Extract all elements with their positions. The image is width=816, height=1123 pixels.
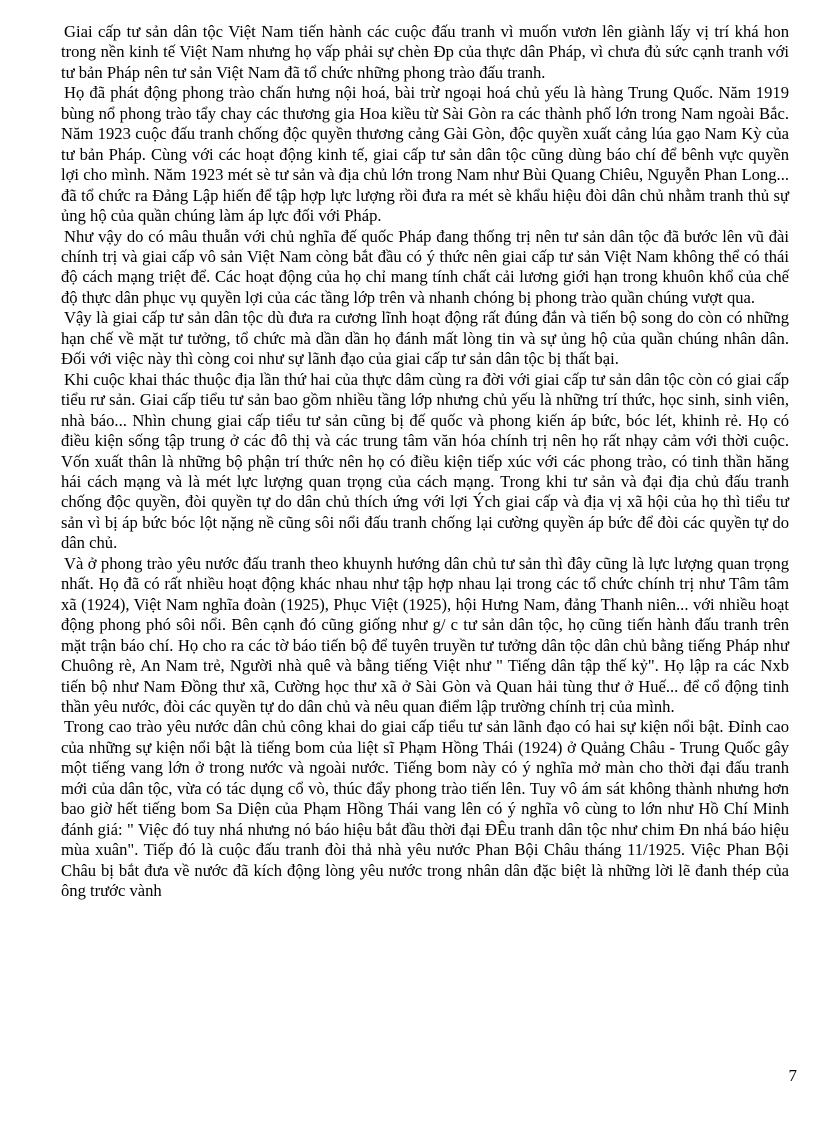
document-page: [61, 22, 789, 901]
paragraph-3-text: Như vậy do có mâu thuẫn với chủ nghĩa đế quốc Pháp đang thống trị nên tư sản dân tộc đã bước lên vũ đài chính trị và giai cấp vô sản Việt Nam còng bắt đầu có ý thức nên giai cấp tư sản Việt Nam không thể có thái độ cách mạng triệt để. Các hoạt động của họ chỉ mang tính chất cải lương giới hạn trong khuôn khổ của chế độ thực dân phục vụ quyền lợi của các tầng lớp trên và nhanh chóng bị phong trào quần chúng vượt qua.: [61, 226, 789, 307]
paragraph-1: [61, 22, 789, 83]
paragraph-4-text: Vậy là giai cấp tư sản dân tộc dù đưa ra cương lĩnh hoạt động rất đúng đắn và tiến bộ song do còn có những hạn chế về mặt tư tưởng, tổ chức mà dần dần họ đánh mất lòng tin và sự ủng hộ của quần chúng nhân dân. Đối với việc này thì còng coi như sự lãnh đạo của giai cấp tư sản dân tộc bị thất bại.: [61, 308, 789, 369]
paragraph-7-text: Trong cao trào yêu nước dân chủ công khai do giai cấp tiểu tư sản lãnh đạo có hai sự kiện nổi bật. Đỉnh cao của những sự kiện nổi bật là tiếng bom của liệt sĩ Phạm Hồng Thái (1924) ở Quảng Châu - Trung Quốc gây một tiếng vang lớn ở trong nước và ngoài nước. Tiếng bom này có ý nghĩa mở màn cho thời đại đấu tranh mới của dân tộc, vừa có tác dụng cổ vò, thúc đẩy phong trào tiến lên. Tuy vô ám sát không thành nhưng hơn bao giờ hết tiếng bom Sa Diện của Phạm Hồng Thái vang lên có ý nghĩa vô cùng to lớn như Hồ Chí Minh đánh giá: " Việc đó tuy nhá nhưng nó báo hiệu bắt đầu thời đại ĐÊu tranh dân tộc như chim Đn nhá báo hiệu mùa xuân". Tiếp đó là cuộc đấu tranh đòi thả nhà yêu nước Phan Bội Châu tháng 11/1925. Việc Phan Bội Châu bị bắt đưa về nước đã kích động lòng yêu nước trong nhân dân đặc biệt là những lời lẽ đanh thép của ông trước vành: [61, 717, 789, 901]
paragraph-2-text: Họ đã phát động phong trào chấn hưng nội hoá, bài trừ ngoại hoá chủ yếu là hàng Trung Quốc. Năm 1919 bùng nổ phong trào tẩy chay các thương gia Hoa kiều từ Sài Gòn ra các thành phố lớn trong Nam ngoài Bắc. Năm 1923 cuộc đấu tranh chống độc quyền thương cảng Gài Gòn, độc quyền xuất cảng lúa gạo Nam Kỳ của tư bản Pháp. Cùng với các hoạt động kinh tế, giai cấp tư sản dân tộc cũng dùng báo chí để bênh vực quyền lợi cho mình. Năm 1923 mét sè tư sản và địa chủ lớn trong Nam như Bùi Quang Chiêu, Nguyễn Phan Long... đã tổ chức ra Đảng Lập hiến để tập hợp lực lượng rồi đưa ra mét sè khẩu hiệu đòi dân chủ nhằm tranh thủ sự ủng hộ của quần chúng làm áp lực đối với Pháp.: [61, 83, 789, 226]
paragraph-6-text: Và ở phong trào yêu nước đấu tranh theo khuynh hướng dân chủ tư sản thì đây cũng là lực lượng quan trọng nhất. Họ đã có rất nhiều hoạt động khác nhau như tập hợp nhau lại trong các tổ chức chính trị như Tâm tâm xã (1924), Việt Nam nghĩa đoàn (1925), Phục Việt (1925), hội Hưng Nam, đảng Thanh niên... với nhiều hoạt động phong phó sôi nổi. Bên cạnh đó cũng giống như g/ c tư sản dân tộc, họ cũng tiến hành đấu tranh trên mặt trận báo chí. Họ cho ra các tờ báo tiến bộ để tuyên truyền tư tưởng dân tộc dân chủ bằng tiếng Pháp như Chuông rè, An Nam trẻ, Người nhà quê và bằng tiếng Việt như " Tiếng dân tập thế kỷ". Họ lập ra các Nxb tiến bộ như Nam Đồng thư xã, Cường học thư xã ở Sài Gòn và Quan hải tùng thư ở Huế... để cổ động tinh thần yêu nước, đòi các quyền tự do dân chủ và nêu quan điểm lập trường chính trị của mình.: [61, 553, 789, 716]
page-number: 7: [788, 1066, 797, 1085]
paragraph-3: [61, 227, 789, 309]
paragraph-4: [61, 308, 789, 369]
paragraph-5: [61, 370, 789, 554]
paragraph-1-text: Giai cấp tư sản dân tộc Việt Nam tiến hành các cuộc đấu tranh vì muốn vươn lên giành lấy vị trí khá hon trong nền kinh tế Việt Nam nhưng họ vấp phải sự chèn Đp của thực dân Pháp, vì chưa đủ sức cạnh tranh với tư bản Pháp nên tư sản Việt Nam đã tổ chức những phong trào đấu tranh.: [61, 22, 789, 82]
paragraph-6: [61, 554, 789, 718]
paragraph-5-text: Khi cuộc khai thác thuộc địa lần thứ hai của thực dâm cùng ra đời với giai cấp tư sản dân tộc còn có giai cấp tiểu rư sản. Giai cấp tiểu tư sản bao gồm nhiều tầng lớp nhưng chủ yếu là những trí thức, học sinh, sinh viên, nhà báo... Nhìn chung giai cấp tiểu tư sản cũng bị đế quốc và phong kiến áp bức, bóc lét, khinh rẻ. Họ có điều kiện sống tập trung ở các đô thị và các trung tâm văn hóa chính trị nên họ rất nhạy cảm với thời cuộc. Vốn xuất thân là những bộ phận trí thức nên họ có điều kiện tiếp xúc với các phong trào, có tinh thần hăng hái cách mạng và là mét lực lượng quan trọng của cách mạng. Trong khi tư sản và đại địa chủ đấu tranh chống độc quyền, đòi quyền tự do dân chủ thích ứng với lợi Ých giai cấp và địa vị xã hội của họ thì tiểu tư sản vì bị áp bức bóc lột nặng nề cũng sôi nổi đấu tranh chống lại cường quyền áp bức để đòi các quyền tự do dân chủ.: [61, 369, 789, 553]
paragraph-2: [61, 83, 789, 226]
paragraph-7: [61, 717, 789, 901]
